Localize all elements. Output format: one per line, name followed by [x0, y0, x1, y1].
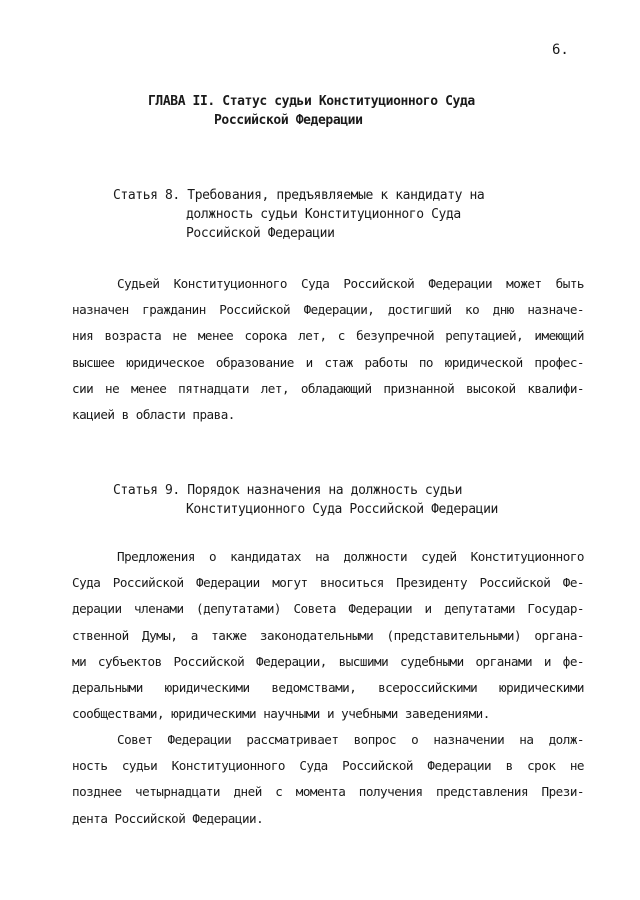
article-8-heading-line-1: Статья 8. Требования, предъявляемые к кандидату на — [113, 188, 485, 203]
article-8-heading-line-2: должность судьи Конституционного Суда — [186, 207, 461, 222]
article-8-body — [72, 271, 584, 428]
article-9-paragraph-1-line: ми субъектов Российской Федерации, высшими судебными органами и фе- — [72, 653, 584, 669]
article-9-heading-line-1: Статья 9. Порядок назначения на должность судьи — [113, 483, 463, 498]
article-8-body-line: ния возраста не менее сорока лет, с безупречной репутацией, имеющий — [72, 328, 584, 344]
article-9-paragraph-1-line: Суда Российской Федерации могут вноситься Президенту Российской Фе- — [72, 575, 584, 591]
article-9-paragraph-2-line: Совет Федерации рассматривает вопрос о назначении на долж- — [117, 732, 584, 747]
article-9-paragraph-2-line: дента Российской Федерации. — [72, 810, 264, 826]
article-9-paragraph-1-line: ственной Думы, а также законодательными (представительными) органа- — [72, 627, 584, 643]
article-8-body-line: сии не менее пятнадцати лет, обладающий признанной высокой квалифи- — [72, 380, 584, 396]
article-9-paragraph-1 — [72, 544, 584, 727]
article-8-body-line: высшее юридическое образование и стаж работы по юридической профес- — [72, 354, 584, 370]
article-9-paragraph-2-line: позднее четырнадцати дней с момента получения представления Прези- — [72, 784, 584, 800]
article-8-body-line: назначен гражданин Российской Федерации, достигший ко дню назначе- — [72, 302, 584, 318]
article-9-paragraph-1-line: деральными юридическими ведомствами, всероссийскими юридическими — [72, 680, 584, 696]
article-8-body-line: Судьей Конституционного Суда Российской Федерации может быть — [117, 276, 584, 291]
article-9-paragraph-2 — [72, 727, 584, 832]
page-number: 6. — [552, 42, 569, 58]
article-8-heading — [113, 186, 484, 243]
article-8-heading-line-3: Российской Федерации — [186, 226, 335, 241]
article-9-heading-line-2: Конституционного Суда Российской Федерации — [186, 502, 498, 517]
article-9-paragraph-1-line: сообществами, юридическими научными и учебными заведениями. — [72, 706, 490, 722]
article-8-body-line: кацией в области права. — [72, 407, 235, 423]
chapter-title-line-1: ГЛАВА II. Статус судьи Конституционного Суда — [148, 94, 475, 109]
article-9-paragraph-1-line: Предложения о кандидатах на должности судей Конституционного — [117, 549, 584, 564]
chapter-title-line-2: Российской Федерации — [214, 113, 363, 128]
article-9-paragraph-1-line: дерации членами (депутатами) Совета Федерации и депутатами Государ- — [72, 601, 584, 617]
article-9-heading — [113, 481, 498, 519]
chapter-title — [148, 92, 548, 130]
article-9-paragraph-2-line: ность судьи Конституционного Суда Российской Федерации в срок не — [72, 758, 584, 774]
